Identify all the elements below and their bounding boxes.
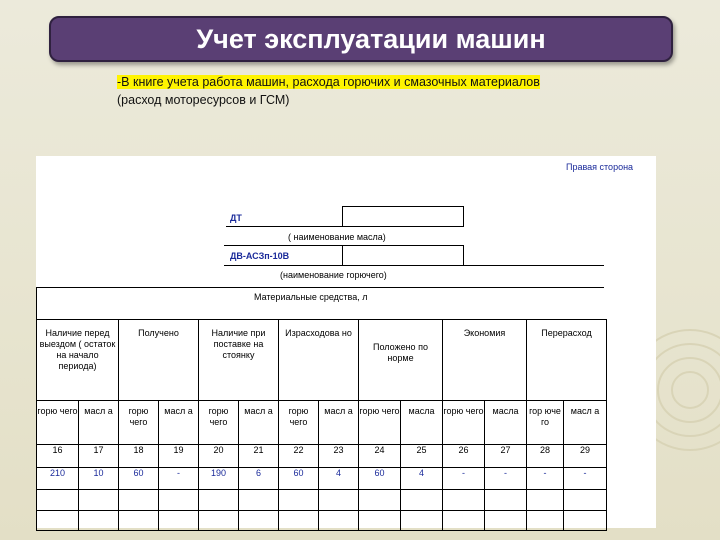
column-number: 26 <box>443 445 485 468</box>
accounting-table <box>36 319 607 531</box>
blank-row <box>37 511 607 531</box>
blank-row <box>37 490 607 511</box>
column-number: 28 <box>527 445 564 468</box>
sub-header: гор юче го <box>527 401 564 445</box>
side-label: Правая сторона <box>566 162 634 172</box>
column-number: 27 <box>485 445 527 468</box>
note-line-1: -В книге учета работа машин, расхода горючих и смазочных материалов <box>117 75 540 89</box>
empty-cell <box>199 490 239 511</box>
value-cell: 4 <box>319 468 359 490</box>
empty-cell <box>359 511 401 531</box>
column-number: 21 <box>239 445 279 468</box>
rule <box>226 226 464 227</box>
group-header-row <box>37 320 607 401</box>
fuel-name-caption: (наименование горючего) <box>280 270 387 280</box>
sub-header: горю чего <box>279 401 319 445</box>
value-cell: - <box>443 468 485 490</box>
rule <box>342 245 343 266</box>
empty-cell <box>159 511 199 531</box>
empty-cell <box>401 511 443 531</box>
note-line-2: (расход моторесурсов и ГСМ) <box>117 93 290 107</box>
sub-header: горю чего <box>199 401 239 445</box>
sub-header: масла <box>401 401 443 445</box>
column-number: 22 <box>279 445 319 468</box>
group-header: Получено <box>119 320 199 401</box>
value-cell: 6 <box>239 468 279 490</box>
oil-name-caption: ( наименование масла) <box>288 232 386 242</box>
empty-cell <box>79 490 119 511</box>
empty-cell <box>401 490 443 511</box>
group-header: Израсходова но <box>279 320 359 401</box>
sub-header: масл а <box>319 401 359 445</box>
value-cell: 60 <box>359 468 401 490</box>
sub-header: горю чего <box>443 401 485 445</box>
sub-header: горю чего <box>37 401 79 445</box>
group-header: Положено по норме <box>359 320 443 401</box>
section-caption: Материальные средства, л <box>254 292 368 302</box>
rule <box>36 287 37 319</box>
sub-header-row <box>37 401 607 445</box>
empty-cell <box>443 511 485 531</box>
empty-cell <box>564 490 607 511</box>
column-number: 29 <box>564 445 607 468</box>
value-cell: - <box>485 468 527 490</box>
empty-cell <box>119 511 159 531</box>
empty-cell <box>527 490 564 511</box>
empty-cell <box>37 490 79 511</box>
sub-header: горю чего <box>359 401 401 445</box>
sub-header: масл а <box>79 401 119 445</box>
value-cell: 190 <box>199 468 239 490</box>
column-number: 17 <box>79 445 119 468</box>
group-header: Наличие при поставке на стоянку <box>199 320 279 401</box>
value-cell: 4 <box>401 468 443 490</box>
empty-cell <box>79 511 119 531</box>
empty-cell <box>159 490 199 511</box>
value-cell: - <box>159 468 199 490</box>
column-number: 16 <box>37 445 79 468</box>
rule <box>463 206 464 227</box>
column-number: 24 <box>359 445 401 468</box>
rule <box>224 245 464 246</box>
value-cell: 60 <box>119 468 159 490</box>
note-text <box>117 73 650 109</box>
empty-cell <box>319 511 359 531</box>
form-sheet <box>36 156 656 528</box>
empty-cell <box>239 490 279 511</box>
rule <box>342 206 464 207</box>
column-number: 18 <box>119 445 159 468</box>
fuel-name-value: ДВ-АСЗп-10В <box>230 251 290 261</box>
rule <box>224 265 604 266</box>
empty-cell <box>443 490 485 511</box>
column-number: 20 <box>199 445 239 468</box>
value-cell: - <box>527 468 564 490</box>
empty-cell <box>119 490 159 511</box>
column-number: 25 <box>401 445 443 468</box>
group-header: Наличие перед выездом ( остаток на начало периода) <box>37 320 119 401</box>
empty-cell <box>564 511 607 531</box>
value-cell: 10 <box>79 468 119 490</box>
group-header: Экономия <box>443 320 527 401</box>
empty-cell <box>359 490 401 511</box>
sub-header: масл а <box>159 401 199 445</box>
empty-cell <box>319 490 359 511</box>
sub-header: масла <box>485 401 527 445</box>
empty-cell <box>279 511 319 531</box>
rule <box>36 287 604 288</box>
rule <box>342 206 343 227</box>
rule <box>463 245 464 266</box>
sub-header: масл а <box>564 401 607 445</box>
empty-cell <box>485 511 527 531</box>
column-number: 23 <box>319 445 359 468</box>
value-cell: - <box>564 468 607 490</box>
empty-cell <box>279 490 319 511</box>
empty-cell <box>527 511 564 531</box>
value-row <box>37 468 607 490</box>
value-cell: 60 <box>279 468 319 490</box>
group-header: Перерасход <box>527 320 607 401</box>
value-cell: 210 <box>37 468 79 490</box>
empty-cell <box>37 511 79 531</box>
empty-cell <box>199 511 239 531</box>
empty-cell <box>485 490 527 511</box>
sub-header: горю чего <box>119 401 159 445</box>
oil-name-value: ДТ <box>230 213 242 223</box>
column-number-row <box>37 445 607 468</box>
slide-title: Учет эксплуатации машин <box>49 16 673 62</box>
sub-header: масл а <box>239 401 279 445</box>
column-number: 19 <box>159 445 199 468</box>
empty-cell <box>239 511 279 531</box>
